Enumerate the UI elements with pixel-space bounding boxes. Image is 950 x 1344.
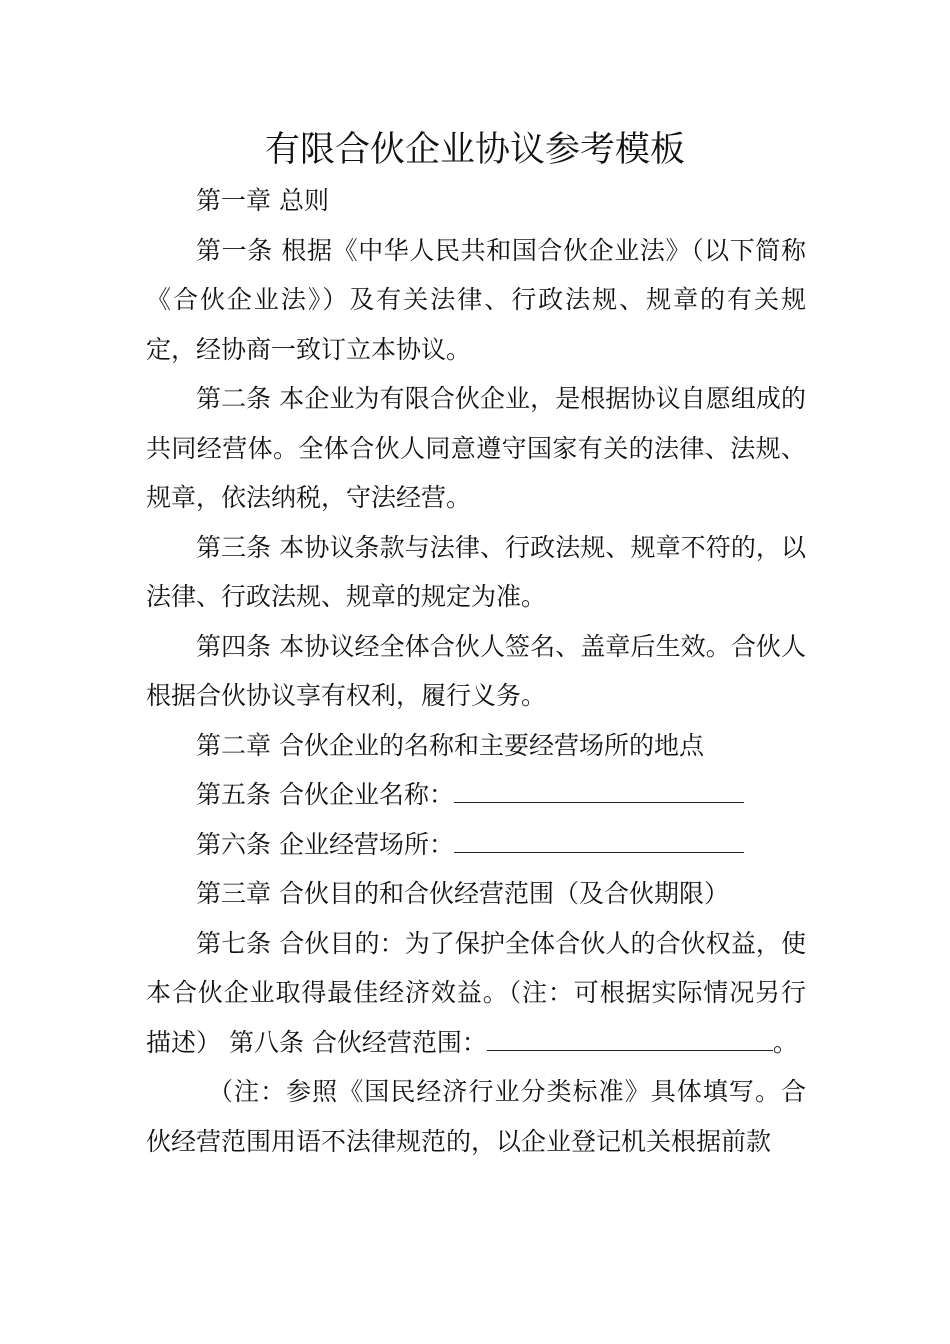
article-2: 第二条 本企业为有限合伙企业，是根据协议自愿组成的共同经营体。全体合伙人同意遵守国家有关的法律、法规、规章，依法纳税，守法经营。	[146, 384, 806, 512]
business-scope-blank-2[interactable]	[725, 1020, 773, 1051]
article-7-8-text: 第七条 合伙目的：为了保护全体合伙人的合伙权益，使本合伙企业取得最佳经济效益。（注：可根据实际情况另行描述） 第八条 合伙经营范围：	[146, 928, 806, 1057]
document-body	[146, 176, 806, 1166]
chapter-2-heading: 第二章 合伙企业的名称和主要经营场所的地点	[196, 730, 704, 760]
enterprise-name-blank[interactable]	[454, 772, 744, 803]
chapter-3-heading: 第三章 合伙目的和合伙经营范围（及合伙期限）	[196, 879, 729, 908]
article-6-label: 第六条 企业经营场所：	[196, 829, 454, 859]
chapter-1-heading: 第一章 总则	[196, 186, 329, 215]
article-4: 第四条 本协议经全体合伙人签名、盖章后生效。合伙人根据合伙协议享有权利，履行义务。	[146, 631, 806, 710]
article-5	[146, 770, 806, 820]
article-6	[146, 820, 806, 870]
article-3: 第三条 本协议条款与法律、行政法规、规章不符的，以法律、行政法规、规章的规定为准。	[146, 532, 806, 611]
article-8-end: 。	[772, 1027, 798, 1057]
business-scope-blank-1[interactable]	[487, 1020, 725, 1051]
article-5-label: 第五条 合伙企业名称：	[196, 780, 454, 809]
document-title: 有限合伙企业协议参考模板	[264, 130, 685, 170]
business-location-blank[interactable]	[454, 822, 744, 853]
article-7-8	[146, 919, 806, 1068]
note-paragraph: （注：参照《国民经济行业分类标准》具体填写。合伙经营范围用语不法律规范的，以企业登记机关根据前款	[146, 1077, 806, 1156]
article-1: 第一条 根据《中华人民共和国合伙企业法》（以下简称《合伙企业法》）及有关法律、行政法规、规章的有关规定，经协商一致订立本协议。	[146, 235, 806, 364]
